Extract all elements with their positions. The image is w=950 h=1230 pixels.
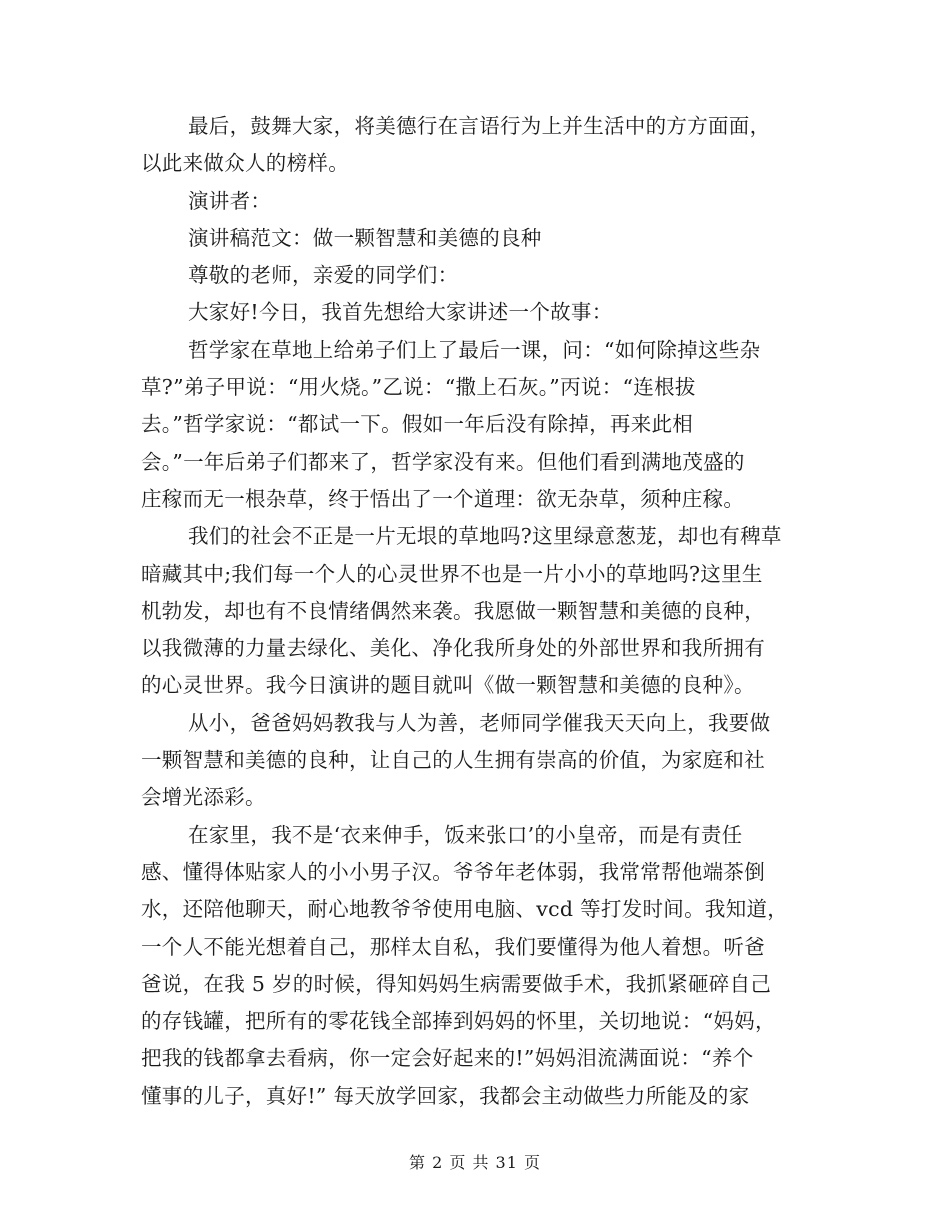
text-line: 爸说，在我 5 岁的时候，得知妈妈生病需要做手术，我抓紧砸碎自己 [141,971,772,996]
text-line: 最后，鼓舞大家，将美德行在言语行为上并生活中的方方面面， [188,114,771,138]
body-text [141,108,813,1115]
text-line: 感、懂得体贴家人的小小男子汉。爷爷年老体弱，我常常帮他端茶倒 [141,859,765,884]
text-line: 水，还陪他聊天，耐心地教爷爷使用电脑、vcd 等打发时间。我知道， [141,897,789,922]
text-line: 的心灵世界。我今日演讲的题目就叫《做一颗智慧和美德的良种》。 [141,673,755,698]
speaker-label: 演讲者： [188,188,272,213]
text-line: 懂事的儿子，真好!” 每天放学回家，我都会主动做些力所能及的家 [141,1083,750,1108]
text-line: 在家里，我不是‘衣来伸手，饭来张口’的小皇帝，而是有责任 [188,822,743,847]
text-line: 以此来做众人的榜样。 [141,151,349,176]
text-line: 大家好!今日，我首先想给大家讲述一个故事： [188,300,613,325]
text-line: 庄稼而无一根杂草，终于悟出了一个道理：欲无杂草，须种庄稼。 [141,486,745,511]
text-line: 去。”哲学家说：“都试一下。假如一年后没有除掉，再来此相 [141,412,694,437]
text-line: 机勃发，却也有不良情绪偶然来袭。我愿做一颗智慧和美德的良种， [141,598,765,623]
text-line: 会增光添彩。 [141,785,266,810]
text-line: 哲学家在草地上给弟子们上了最后一课，问：“如何除掉这些杂 [188,337,761,362]
page-number-footer: 第 2 页 共 31 页 [409,1153,541,1172]
text-line: 草?”弟子甲说：“用火烧。”乙说：“撒上石灰。”丙说：“连根拔 [141,375,696,400]
text-line: 的存钱罐，把所有的零花钱全部捧到妈妈的怀里，关切地说：“妈妈， [141,1009,776,1034]
text-line: 把我的钱都拿去看病，你一定会好起来的!”妈妈泪流满面说：“养个 [141,1046,754,1071]
text-line: 暗藏其中;我们每一个人的心灵世界不也是一片小小的草地吗?这里生 [141,561,763,586]
text-line: 一个人不能光想着自己，那样太自私，我们要懂得为他人着想。听爸 [141,934,765,959]
salutation: 尊敬的老师，亲爱的同学们： [188,263,459,288]
text-line: 从小，爸爸妈妈教我与人为善，老师同学催我天天向上，我要做 [188,710,771,735]
speech-title: 演讲稿范文：做一颗智慧和美德的良种 [188,225,542,250]
text-line: 以我微薄的力量去绿化、美化、净化我所身处的外部世界和我所拥有 [141,636,765,661]
text-line: 我们的社会不正是一片无垠的草地吗?这里绿意葱茏，却也有稗草 [188,524,782,549]
text-line: 一颗智慧和美德的良种，让自己的人生拥有崇高的价值，为家庭和社 [141,748,765,773]
text-line: 会。”一年后弟子们都来了，哲学家没有来。但他们看到满地茂盛的 [141,449,745,474]
